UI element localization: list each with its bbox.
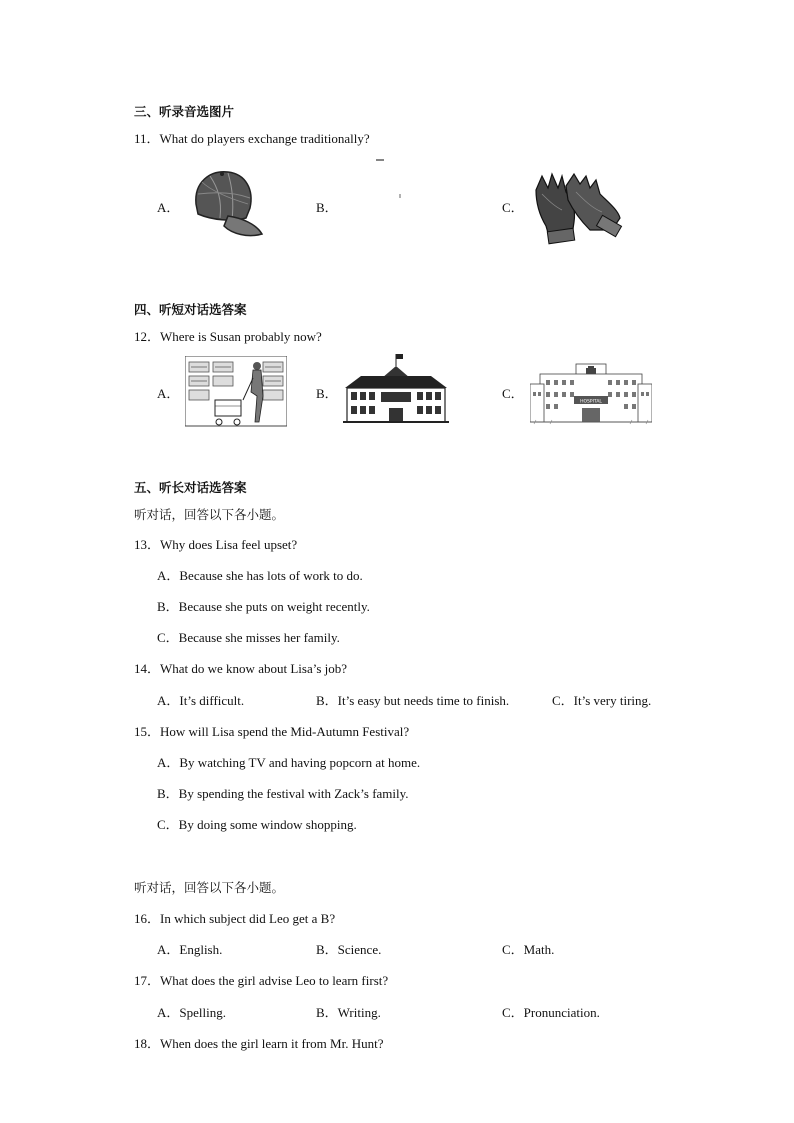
section-4-heading: 四、听短对话选答案 [134,302,247,317]
q15-option-a[interactable]: A．By watching TV and having popcorn at home. [157,755,421,770]
school-building-icon [343,352,449,424]
q17-option-a[interactable]: A．Spelling. [157,1005,226,1020]
gloves-icon [528,170,624,246]
question-14: 14．What do we know about Lisa’s job? [134,661,348,676]
q13-option-b[interactable]: B．Because she puts on weight recently. [157,599,370,614]
section-5-heading: 五、听长对话选答案 [134,480,247,495]
q16-option-a[interactable]: A．English. [157,942,223,957]
baseball-cap-icon [188,164,264,244]
instruction-2: 听对话，回答以下各小题。 [134,880,285,895]
q15-option-b[interactable]: B．By spending the festival with Zack’s family. [157,786,409,801]
question-17: 17．What does the girl advise Leo to learn first? [134,973,389,988]
q12-option-c-label[interactable]: C． [502,386,524,401]
q16-option-b[interactable]: B．Science. [316,942,382,957]
q17-option-b[interactable]: B．Writing. [316,1005,381,1020]
q11-option-a-label[interactable]: A． [157,200,180,215]
question-11: 11．What do players exchange traditionally? [134,131,370,146]
hospital-sign-text: HOSPITAL [580,399,602,405]
blank-image [360,156,420,206]
q13-option-a[interactable]: A．Because she has lots of work to do. [157,568,363,583]
q14-option-c[interactable]: C．It’s very tiring. [552,693,652,708]
supermarket-icon [185,356,287,430]
question-12: 12．Where is Susan probably now? [134,329,322,344]
question-16: 16．In which subject did Leo get a B? [134,911,336,926]
q12-option-a-label[interactable]: A． [157,386,180,401]
question-13: 13．Why does Lisa feel upset? [134,537,298,552]
section-3-heading: 三、听录音选图片 [134,104,235,119]
q17-option-c[interactable]: C．Pronunciation. [502,1005,600,1020]
q12-option-b-label[interactable]: B． [316,386,338,401]
q13-option-c[interactable]: C．Because she misses her family. [157,630,340,645]
q15-option-c[interactable]: C．By doing some window shopping. [157,817,357,832]
q14-option-b[interactable]: B．It’s easy but needs time to finish. [316,693,510,708]
instruction-1: 听对话，回答以下各小题。 [134,507,285,522]
q16-option-c[interactable]: C．Math. [502,942,555,957]
q11-option-c-label[interactable]: C． [502,200,524,215]
question-18: 18．When does the girl learn it from Mr. Hunt? [134,1036,384,1051]
question-15: 15．How will Lisa spend the Mid-Autumn Festival? [134,724,410,739]
q14-option-a[interactable]: A．It’s difficult. [157,693,245,708]
q11-option-b-label[interactable]: B． [316,200,338,215]
hospital-building-icon [530,360,652,426]
